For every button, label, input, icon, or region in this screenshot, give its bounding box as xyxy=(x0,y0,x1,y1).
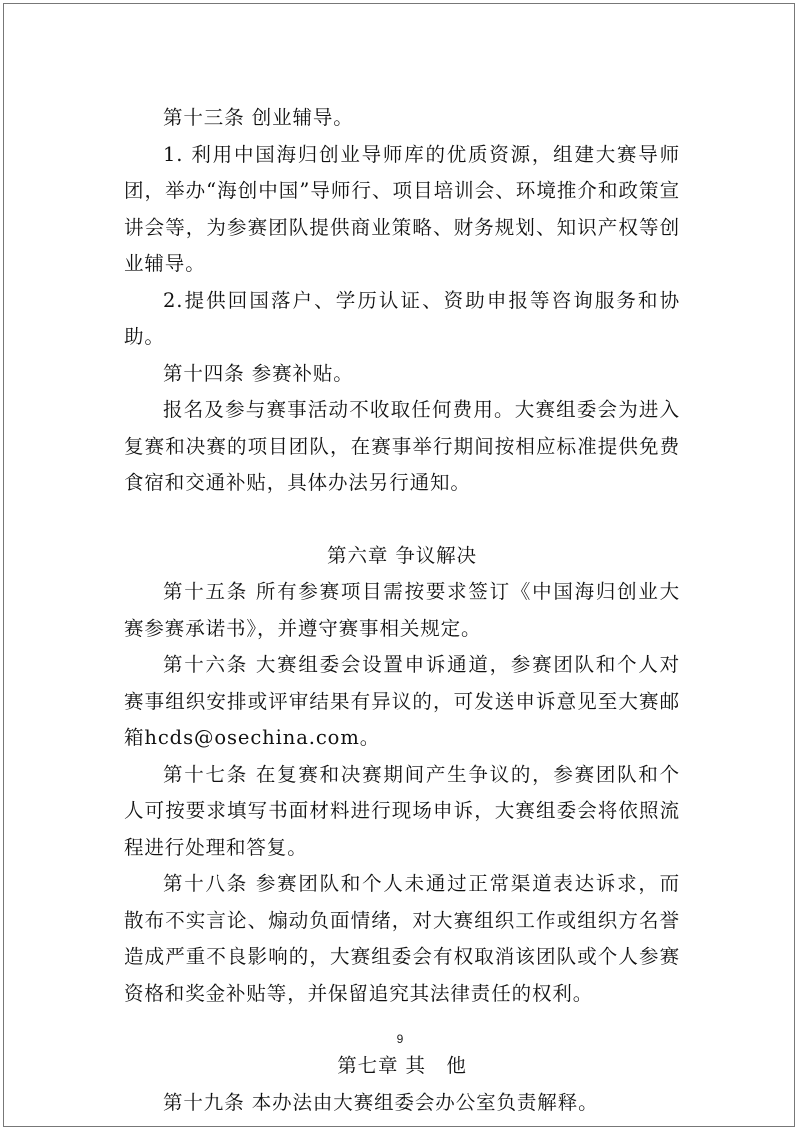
article-18: 第十八条 参赛团队和个人未通过正常渠道表达诉求，而散布不实言论、煽动负面情绪，对大赛组织工作或组织方名誉造成严重不良影响的，大赛组委会有权取消该团队或个人参赛资格和奖金补贴等，并保留追究其法律责任的权利。 xyxy=(124,872,680,1005)
article-16: 第十六条 大赛组委会设置申诉通道，参赛团队和个人对赛事组织安排或评审结果有异议的，可发送申诉意见至大赛邮箱hcds@osechina.com。 xyxy=(124,653,680,749)
article-14-body: 报名及参与赛事活动不收取任何费用。大赛组委会为进入复赛和决赛的项目团队，在赛事举行期间按相应标准提供免费食宿和交通补贴，具体办法另行通知。 xyxy=(124,398,680,494)
chapter-7-heading: 第七章 其 他 xyxy=(337,1054,467,1077)
article-13-title: 第十三条 创业辅导。 xyxy=(163,106,354,129)
article-17: 第十七条 在复赛和决赛期间产生争议的，参赛团队和个人可按要求填写书面材料进行现场申诉，大赛组委会将依照流程进行处理和答复。 xyxy=(124,762,680,859)
article-13-item-2: 2.提供回国落户、学历认证、资助申报等咨询服务和协助。 xyxy=(124,288,680,348)
article-15: 第十五条 所有参赛项目需按要求签订《中国海归创业大赛参赛承诺书》，并遵守赛事相关规定。 xyxy=(124,580,680,640)
document-body xyxy=(124,100,680,1121)
chapter-6-heading: 第六章 争议解决 xyxy=(327,543,477,567)
article-13-item-1: 1. 利用中国海归创业导师库的优质资源，组建大赛导师团，举办“海创中国”导师行、项目培训会、环境推介和政策宣讲会等，为参赛团队提供商业策略、财务规划、知识产权等创业辅导。 xyxy=(124,142,680,275)
article-19: 第十九条 本办法由大赛组委会办公室负责解释。 xyxy=(163,1090,599,1114)
page-number: 9 xyxy=(396,1032,404,1046)
article-14-title: 第十四条 参赛补贴。 xyxy=(163,361,354,385)
